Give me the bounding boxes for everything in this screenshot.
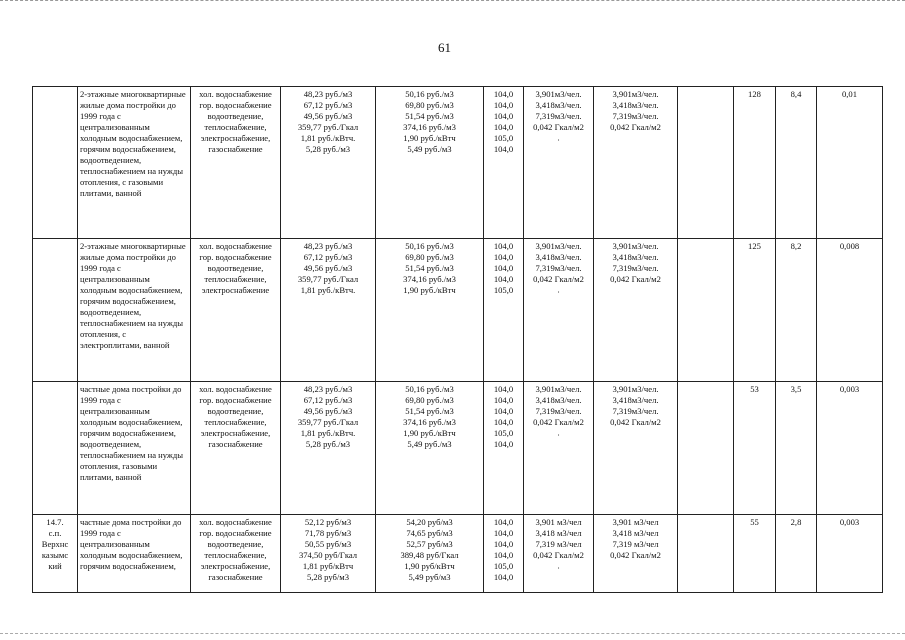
table-row xyxy=(33,239,883,382)
consumption-norm-current-line: 7,319м3/чел. xyxy=(535,263,582,273)
metric-3-text: 0,01 xyxy=(841,89,858,99)
tariff-next-line: 374,16 руб./м3 xyxy=(403,417,456,427)
tariff-current-line: 359,77 руб./Гкал xyxy=(297,417,359,427)
tariff-next xyxy=(376,87,484,239)
utility-services-line: гор. водоснабжение xyxy=(199,528,272,538)
consumption-norm-current-line: 3,418м3/чел. xyxy=(535,252,582,262)
utility-services-line: хол. водоснабжение xyxy=(199,89,272,99)
metric-2 xyxy=(776,382,817,515)
tariff-next-line: 51,54 руб./м3 xyxy=(405,263,454,273)
utility-services-line: электроснабжение, xyxy=(200,133,271,143)
tariff-current-line: 71,78 руб/м3 xyxy=(304,528,352,538)
tariff-next-line: 69,80 руб./м3 xyxy=(405,252,454,262)
row-number-cell-line: кий xyxy=(48,561,62,571)
consumption-norm-next-line: 7,319м3/чел. xyxy=(612,406,659,416)
consumption-norm-next-line: 3,418м3/чел. xyxy=(612,395,659,405)
consumption-norm-next xyxy=(594,382,678,515)
tariff-current-line: 67,12 руб./м3 xyxy=(303,100,353,110)
row-number-cell-line: 14.7. xyxy=(46,517,64,527)
tariff-next-line: 51,54 руб./м3 xyxy=(405,406,454,416)
metric-2-text: 3,5 xyxy=(790,384,802,394)
utility-services-line: гор. водоснабжение xyxy=(199,252,272,262)
tariff-index-line: 104,0 xyxy=(493,144,514,154)
dot-mark: · xyxy=(557,135,560,145)
tariff-current-line: 1,81 руб/кВтч xyxy=(302,561,354,571)
scan-edge-bottom xyxy=(0,633,905,636)
row-number-cell xyxy=(33,382,78,515)
consumption-norm-next xyxy=(594,515,678,593)
tariff-current-line: 1,81 руб./кВтч. xyxy=(300,285,356,295)
tariff-next-line: 69,80 руб./м3 xyxy=(405,100,454,110)
tariff-table xyxy=(32,86,883,593)
consumption-norm-next-line: 3,418м3/чел. xyxy=(612,252,659,262)
metric-2-text: 2,8 xyxy=(790,517,802,527)
tariff-current-line: 50,55 руб/м3 xyxy=(304,539,352,549)
consumption-norm-next-line: 3,901м3/чел. xyxy=(612,384,659,394)
tariff-index-line: 104,0 xyxy=(493,274,514,284)
tariff-next-line: 389,48 руб/Гкал xyxy=(400,550,459,560)
consumption-norm-current-line: 7,319м3/чел. xyxy=(535,111,582,121)
utility-services-line: гор. водоснабжение xyxy=(199,100,272,110)
consumption-norm-current-line: 0,042 Гкал/м2 xyxy=(533,550,584,560)
tariff-next-line: 74,65 руб/м3 xyxy=(406,528,453,538)
tariff-index-line: 104,0 xyxy=(493,517,514,527)
tariff-index-line: 104,0 xyxy=(493,539,514,549)
utility-services xyxy=(191,515,281,593)
tariff-index xyxy=(484,239,524,382)
consumption-norm-next-line: 7,319м3/чел. xyxy=(612,111,659,121)
consumption-norm-next-line: 0,042 Гкал/м2 xyxy=(610,274,661,284)
table-body xyxy=(33,87,883,593)
utility-services-line: теплоснабжение, xyxy=(204,417,267,427)
metric-1-text: 125 xyxy=(748,241,761,251)
tariff-current-line: 374,50 руб/Гкал xyxy=(298,550,358,560)
housing-description xyxy=(78,239,191,382)
housing-description xyxy=(78,382,191,515)
tariff-current-line: 5,28 руб./м3 xyxy=(305,144,351,154)
metric-1 xyxy=(734,382,776,515)
utility-services-line: хол. водоснабжение xyxy=(199,384,272,394)
tariff-index-line: 104,0 xyxy=(493,528,514,538)
tariff-next-line: 374,16 руб./м3 xyxy=(403,122,456,132)
utility-services-line: теплоснабжение, xyxy=(204,274,267,284)
consumption-norm-next-line: 3,418 м3/чел xyxy=(612,528,659,538)
table-row xyxy=(33,382,883,515)
tariff-index-line: 104,0 xyxy=(493,122,514,132)
utility-services-line: электроснабжение xyxy=(201,285,270,295)
tariff-index-line: 104,0 xyxy=(493,439,514,449)
metric-3 xyxy=(817,382,883,515)
tariff-current-line: 1,81 руб./кВтч. xyxy=(300,133,356,143)
metric-1 xyxy=(734,515,776,593)
metric-1-text: 53 xyxy=(750,384,759,394)
consumption-norm-next-line: 0,042 Гкал/м2 xyxy=(610,122,661,132)
tariff-index xyxy=(484,515,524,593)
tariff-index-line: 104,0 xyxy=(493,89,514,99)
metric-3-text: 0,003 xyxy=(839,384,860,394)
dot-mark: · xyxy=(557,430,560,440)
row-number-cell-line: Верхнс xyxy=(41,539,69,549)
tariff-index xyxy=(484,382,524,515)
tariff-next xyxy=(376,239,484,382)
consumption-norm-next-line: 7,319 м3/чел xyxy=(612,539,659,549)
consumption-norm-next-line: 3,901м3/чел. xyxy=(612,241,659,251)
tariff-current-line: 359,77 руб./Гкал xyxy=(297,274,359,284)
tariff-index-line: 104,0 xyxy=(493,384,514,394)
metric-1-text: 128 xyxy=(748,89,761,99)
utility-services xyxy=(191,382,281,515)
consumption-norm-next-line: 3,901м3/чел. xyxy=(612,89,659,99)
tariff-next-line: 1,90 руб./кВтч xyxy=(403,133,456,143)
tariff-next-line: 1,90 руб/кВтч xyxy=(404,561,455,571)
tariff-next-line: 51,54 руб./м3 xyxy=(405,111,454,121)
tariff-index-line: 104,0 xyxy=(493,263,514,273)
tariff-next xyxy=(376,382,484,515)
consumption-norm-current xyxy=(524,382,594,515)
metric-2 xyxy=(776,239,817,382)
tariff-current xyxy=(281,515,376,593)
page-number: 61 xyxy=(438,40,451,55)
tariff-next-line: 50,16 руб./м3 xyxy=(405,241,454,251)
utility-services-line: газоснабжение xyxy=(208,439,263,449)
utility-services-line: водоотведение, xyxy=(207,539,264,549)
table-row xyxy=(33,87,883,239)
tariff-next-line: 50,16 руб./м3 xyxy=(405,384,454,394)
tariff-next-line: 5,49 руб./м3 xyxy=(407,439,452,449)
tariff-current-line: 48,23 руб./м3 xyxy=(303,384,353,394)
metric-2 xyxy=(776,87,817,239)
consumption-norm-current xyxy=(524,87,594,239)
tariff-next-line: 1,90 руб./кВтч xyxy=(403,285,456,295)
tariff-current-line: 48,23 руб./м3 xyxy=(303,89,353,99)
tariff-next-line: 374,16 руб./м3 xyxy=(403,274,456,284)
utility-services-line: водоотведение, xyxy=(207,111,264,121)
tariff-current-line: 1,81 руб./кВтч. xyxy=(300,428,356,438)
metric-3-text: 0,008 xyxy=(839,241,860,251)
utility-services xyxy=(191,87,281,239)
utility-services-line: теплоснабжение, xyxy=(204,550,267,560)
utility-services-line: гор. водоснабжение xyxy=(199,395,272,405)
metric-3 xyxy=(817,515,883,593)
empty-cell xyxy=(678,87,734,239)
tariff-index-line: 104,0 xyxy=(493,252,514,262)
utility-services-line: хол. водоснабжение xyxy=(199,517,272,527)
tariff-current xyxy=(281,239,376,382)
consumption-norm-current-line: 7,319 м3/чел xyxy=(535,539,582,549)
housing-description-text: 2-этажные многоквартирные жилые дома постройки до 1999 года с централизованным холодным водоснабжением, горячим водоснабжением, водоотведением, теплоснабжением на нужды отопления, с электроплитами, ванной xyxy=(80,241,186,350)
tariff-current-line: 67,12 руб./м3 xyxy=(303,395,353,405)
housing-description-text: частные дома постройки до 1999 года с централизованным холодным водоснабжением, горячим водоснабжением, xyxy=(80,517,183,571)
tariff-index-line: 105,0 xyxy=(493,133,514,143)
utility-services-line: газоснабжение xyxy=(208,572,263,582)
tariff-index-line: 104,0 xyxy=(493,417,514,427)
consumption-norm-next-line: 3,418м3/чел. xyxy=(612,100,659,110)
consumption-norm-current-line: 3,418м3/чел. xyxy=(535,100,582,110)
tariff-current-line: 5,28 руб./м3 xyxy=(305,439,351,449)
tariff-next-line: 69,80 руб./м3 xyxy=(405,395,454,405)
housing-description-text: 2-этажные многоквартирные жилые дома постройки до 1999 года с централизованным холодным водоснабжением, горячим водоснабжением, водоотведением, теплоснабжением на нужды отопления, с газовыми плитами, ванной xyxy=(80,89,186,198)
consumption-norm-next-line: 0,042 Гкал/м2 xyxy=(610,550,661,560)
table-row xyxy=(33,515,883,593)
metric-2-text: 8,2 xyxy=(790,241,802,251)
consumption-norm-current xyxy=(524,239,594,382)
consumption-norm-next-line: 7,319м3/чел. xyxy=(612,263,659,273)
housing-description xyxy=(78,515,191,593)
utility-services xyxy=(191,239,281,382)
tariff-current-line: 5,28 руб/м3 xyxy=(306,572,350,582)
consumption-norm-current-line: 0,042 Гкал/м2 xyxy=(533,417,584,427)
consumption-norm-current xyxy=(524,515,594,593)
dot-mark: · xyxy=(557,563,560,573)
housing-description-text: частные дома постройки до 1999 года с централизованным холодным водоснабжением, горячим водоснабжением, водоотведением, теплоснабжением на нужды отопления, газовыми плитами, ванной xyxy=(80,384,184,482)
tariff-index-line: 104,0 xyxy=(493,100,514,110)
utility-services-line: хол. водоснабжение xyxy=(199,241,272,251)
tariff-index-line: 104,0 xyxy=(493,395,514,405)
consumption-norm-current-line: 3,901м3/чел. xyxy=(535,384,582,394)
tariff-index-line: 104,0 xyxy=(493,111,514,121)
metric-1 xyxy=(734,239,776,382)
consumption-norm-current-line: 3,418м3/чел. xyxy=(535,395,582,405)
utility-services-line: газоснабжение xyxy=(208,144,263,154)
dot-mark: · xyxy=(557,287,560,297)
row-number-cell xyxy=(33,515,78,593)
tariff-index-line: 104,0 xyxy=(493,550,514,560)
consumption-norm-next-line: 3,901 м3/чел xyxy=(612,517,659,527)
tariff-current-line: 49,56 руб./м3 xyxy=(303,263,353,273)
metric-2-text: 8,4 xyxy=(790,89,802,99)
tariff-next-line: 50,16 руб./м3 xyxy=(405,89,454,99)
tariff-index-line: 104,0 xyxy=(493,241,514,251)
tariff-index-line: 105,0 xyxy=(493,285,514,295)
metric-1 xyxy=(734,87,776,239)
metric-3 xyxy=(817,87,883,239)
row-number-cell-line: казымс xyxy=(41,550,69,560)
tariff-current xyxy=(281,87,376,239)
tariff-index-line: 104,0 xyxy=(493,572,514,582)
consumption-norm-next xyxy=(594,87,678,239)
consumption-norm-current-line: 7,319м3/чел. xyxy=(535,406,582,416)
metric-1-text: 55 xyxy=(750,517,759,527)
empty-cell xyxy=(678,239,734,382)
tariff-current-line: 359,77 руб./Гкал xyxy=(297,122,359,132)
tariff-current-line: 49,56 руб./м3 xyxy=(303,111,353,121)
consumption-norm-next xyxy=(594,239,678,382)
tariff-next-line: 1,90 руб./кВтч xyxy=(403,428,456,438)
row-number-cell xyxy=(33,87,78,239)
metric-3 xyxy=(817,239,883,382)
tariff-index-line: 104,0 xyxy=(493,406,514,416)
tariff-index-line: 105,0 xyxy=(493,428,514,438)
tariff-current-line: 67,12 руб./м3 xyxy=(303,252,353,262)
row-number-cell-line: с.п. xyxy=(48,528,62,538)
empty-cell xyxy=(678,382,734,515)
utility-services-line: водоотведение, xyxy=(207,263,264,273)
tariff-next xyxy=(376,515,484,593)
utility-services-line: электроснабжение, xyxy=(200,561,271,571)
consumption-norm-current-line: 0,042 Гкал/м2 xyxy=(533,122,584,132)
utility-services-line: электроснабжение, xyxy=(200,428,271,438)
tariff-next-line: 54,20 руб/м3 xyxy=(406,517,453,527)
consumption-norm-next-line: 0,042 Гкал/м2 xyxy=(610,417,661,427)
metric-2 xyxy=(776,515,817,593)
tariff-current-line: 48,23 руб./м3 xyxy=(303,241,353,251)
tariff-current xyxy=(281,382,376,515)
utility-services-line: водоотведение, xyxy=(207,406,264,416)
tariff-current-line: 49,56 руб./м3 xyxy=(303,406,353,416)
tariff-next-line: 5,49 руб/м3 xyxy=(408,572,451,582)
housing-description xyxy=(78,87,191,239)
tariff-index-line: 105,0 xyxy=(493,561,514,571)
tariff-next-line: 52,57 руб/м3 xyxy=(406,539,453,549)
consumption-norm-current-line: 3,901м3/чел. xyxy=(535,89,582,99)
consumption-norm-current-line: 0,042 Гкал/м2 xyxy=(533,274,584,284)
metric-3-text: 0,003 xyxy=(839,517,860,527)
scan-edge-top xyxy=(0,0,905,4)
row-number-cell xyxy=(33,239,78,382)
consumption-norm-current-line: 3,901 м3/чел xyxy=(535,517,582,527)
tariff-index xyxy=(484,87,524,239)
tariff-current-line: 52,12 руб/м3 xyxy=(304,517,352,527)
empty-cell xyxy=(678,515,734,593)
consumption-norm-current-line: 3,418 м3/чел xyxy=(535,528,582,538)
utility-services-line: теплоснабжение, xyxy=(204,122,267,132)
tariff-next-line: 5,49 руб./м3 xyxy=(407,144,452,154)
consumption-norm-current-line: 3,901м3/чел. xyxy=(535,241,582,251)
